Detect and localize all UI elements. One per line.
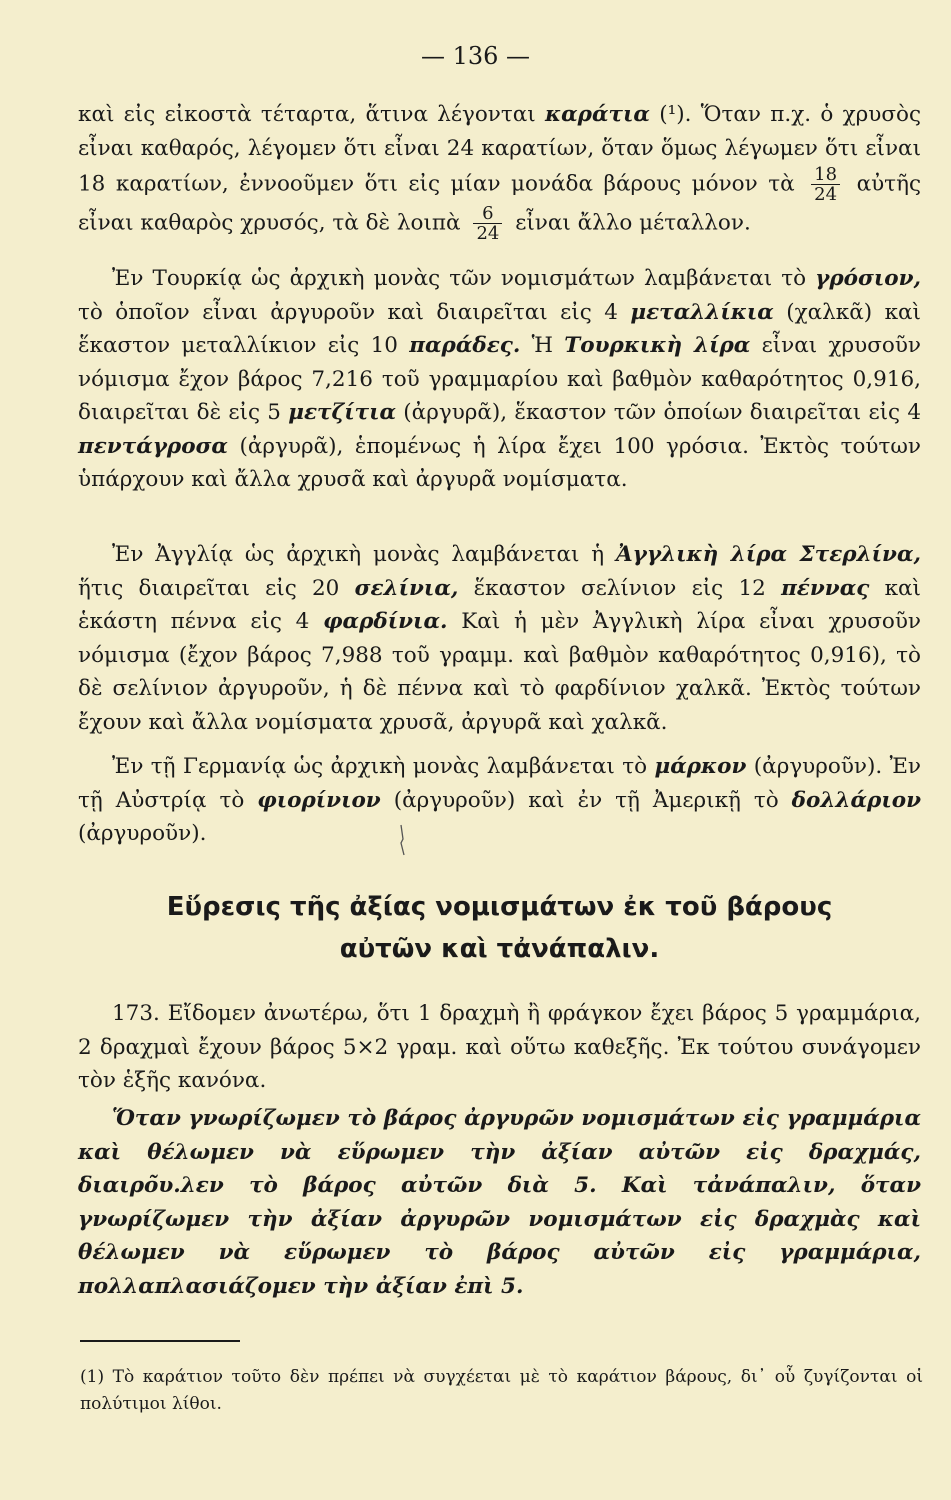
term-florin: φιορίνιον — [257, 787, 381, 813]
pencil-mark — [398, 823, 408, 857]
paragraph-173 — [78, 997, 921, 1098]
text: τὸ ὁποῖον εἶναι ἀργυροῦν καὶ διαιρεῖται εἰς 4 — [78, 299, 631, 325]
term-metzitia: μετζίτια — [288, 400, 397, 425]
text: Ἐν Ἀγγλίᾳ ὡς ἀρχικὴ μονὰς λαμβάνεται ἡ — [112, 542, 616, 567]
paragraph-turkey — [78, 262, 921, 497]
term-pennies: πέννας — [781, 575, 870, 601]
text: (ἀργυροῦν). — [78, 821, 207, 846]
fraction-denominator: 24 — [814, 184, 838, 205]
term-pentagrosa: πεντάγροσα — [78, 433, 228, 459]
text: (¹). Ὅταν π.χ. ὁ χρυσὸς εἶναι καθαρός, λέγομεν ὅτι εἶναι 24 καρατίων, ὅταν ὅμως λέγωμεν ὅτι εἶναι 18 καρατίων, ἐννοοῦμεν ὅτι εἰς μίαν μονάδα βάρους μόνον τὰ — [78, 102, 921, 197]
text: Καὶ ἡ μὲν Ἀγγλικὴ λίρα εἶναι χρυσοῦν νόμισμα (ἔχον βάρος 7,988 τοῦ γραμμ. καὶ βαθμὸν καθαρότητος 0,916), τὸ δὲ σελίνιον ἀργυροῦν, ἡ δὲ πέννα καὶ τὸ φαρδίνιον χαλκᾶ. Ἐκτὸς τούτων ἔχουν καὶ ἄλλα νομίσματα χρυσᾶ, ἀργυρᾶ καὶ χαλκᾶ. — [78, 609, 921, 735]
term-dollar: δολλάριον — [791, 787, 921, 813]
term-grosion: γρόσιον, — [815, 266, 921, 291]
fraction-6-24 — [473, 204, 502, 243]
text: εἶναι ἄλλο μέταλλον. — [515, 210, 751, 236]
term-sterling: Ἀγγλικὴ λίρα Στερλίνα, — [615, 542, 921, 567]
text: ἥτις διαιρεῖται εἰς 20 — [78, 575, 355, 601]
text: αὐτῆς εἶναι καθαρὸς χρυσός, τὰ δὲ λοιπὰ — [78, 171, 921, 236]
fraction-denominator: 24 — [476, 223, 500, 244]
text: (ἀργυροῦν) καὶ ἐν τῇ Ἀμερικῇ τὸ — [380, 787, 792, 813]
paragraph-england — [78, 538, 921, 739]
text: εἶναι χρυσοῦν νόμισμα ἔχον βάρος 7,216 τοῦ γραμμαρίου καὶ βαθμὸν καθαρότητος 0,916, διαιρεῖται δὲ εἰς 5 — [78, 333, 921, 425]
rule-paragraph — [78, 1102, 921, 1303]
text: Ἐν τῇ Γερμανίᾳ ὡς ἀρχικὴ μονὰς λαμβάνεται τὸ — [112, 754, 655, 779]
text: ἕκαστον σελίνιον εἰς 12 — [458, 575, 782, 601]
text: 173. Εἴδομεν ἀνωτέρω, ὅτι 1 δραχμὴ ἢ φράγκον ἔχει βάρος 5 γραμμάρια, 2 δραχμαὶ ἔχουν βάρος 5×2 γραμ. καὶ οὕτω καθεξῆς. Ἐκ τούτου συνάγομεν τὸν ἑξῆς κανόνα. — [78, 1001, 921, 1093]
term-turkish-lira: Τουρκικὴ λίρα — [564, 333, 751, 358]
text: Ἐν Τουρκίᾳ ὡς ἀρχικὴ μονὰς τῶν νομισμάτων λαμβάνεται τὸ — [112, 266, 816, 291]
paragraph-germany — [78, 750, 921, 851]
text: (ἀργυρᾶ), ἑπομένως ἡ λίρα ἔχει 100 γρόσια. Ἐκτὸς τούτων ὑπάρχουν καὶ ἄλλα χρυσᾶ καὶ ἀργυρᾶ νομίσματα. — [78, 433, 921, 492]
term-mark: μάρκον — [654, 754, 747, 779]
term-shillings: σελίνια, — [354, 575, 459, 601]
text: (ἀργυροῦν). Ἐν τῇ Αὐστρίᾳ τὸ — [78, 754, 921, 813]
footnote-divider — [80, 1340, 240, 1342]
text: καὶ ἑκάστη πέννα εἰς 4 — [78, 575, 921, 634]
heading-line-1: Εὕρεσις τῆς ἀξίας νομισμάτων ἐκ τοῦ βάρους — [166, 892, 833, 922]
page-number: — 136 — — [420, 42, 531, 70]
text: Ἡ — [520, 333, 565, 358]
footnote — [80, 1364, 923, 1418]
paragraph-carat — [78, 98, 921, 243]
heading-line-2: αὐτῶν καὶ τἀνάπαλιν. — [339, 934, 660, 964]
fraction-numerator: 18 — [811, 165, 840, 185]
fraction-18-24 — [811, 165, 840, 204]
text: (ἀργυρᾶ), ἕκαστον τῶν ὁποίων διαιρεῖται εἰς 4 — [396, 400, 921, 425]
footnote-text: (1) Τὸ καράτιον τοῦτο δὲν πρέπει νὰ συγχέεται μὲ τὸ καράτιον βάρους, δι᾽ οὗ ζυγίζονται οἱ πολύτιμοι λίθοι. — [80, 1367, 923, 1414]
text: (χαλκᾶ) καὶ ἕκαστον μεταλλίκιον εἰς 10 — [78, 299, 921, 358]
fraction-numerator: 6 — [473, 204, 502, 224]
term-parades: παράδες. — [409, 333, 521, 358]
text: καὶ εἰς εἰκοστὰ τέταρτα, ἅτινα λέγονται — [78, 102, 546, 127]
rule-text: Ὅταν γνωρίζωμεν τὸ βάρος ἀργυρῶν νομισμάτων εἰς γραμμάρια καὶ θέλωμεν νὰ εὕρωμεν τὴν ἀξίαν αὐτῶν εἰς δραχμάς, διαιρο̃υ.λεν τὸ βάρος αὐτῶν διὰ 5. Καὶ τἀνάπαλιν, ὅταν γνωρίζωμεν τὴν ἀξίαν ἀργυρῶν νομισμάτων εἰς δραχμὰς καὶ θέλωμεν νὰ εὕρωμεν τὸ βάρος αὐτῶν εἰς γραμμάρια, πολλαπλασιάζομεν τὴν ἀξίαν ἐπὶ 5. — [78, 1106, 921, 1299]
term-farthings: φαρδίνια. — [323, 609, 448, 634]
term-karatia: καράτια — [545, 102, 650, 127]
section-heading — [78, 886, 921, 970]
term-metallikia: μεταλλίκια — [630, 299, 774, 325]
